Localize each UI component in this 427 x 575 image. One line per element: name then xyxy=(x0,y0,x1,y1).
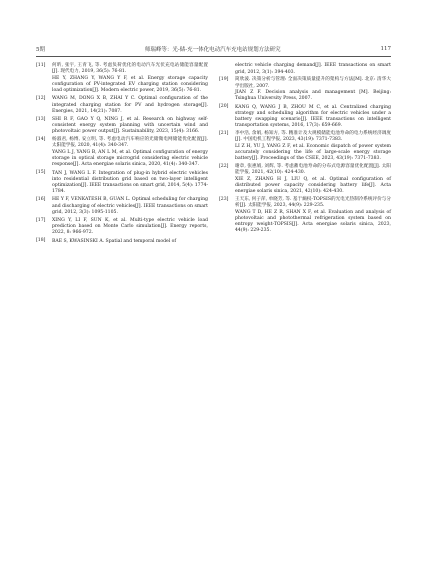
reference-number: [20] xyxy=(219,104,229,110)
reference-entry xyxy=(219,197,391,235)
reference-number: [21] xyxy=(219,130,229,136)
reference-body xyxy=(235,63,391,76)
reference-text-english: HE Y F, VENKATESH B, GUAN L. Optimal scheduling for charging and discharging of electric vehicles[J]. IEEE transactions on smart grid, 2012, 3(3): 1095-1105. xyxy=(52,197,208,215)
reference-text-english: HE Y, ZHANG Y, WANG Y F, et al. Energy storage capacity configuration of PV-integrated EV charging station considering load optimization[J]. Modern electric power, 2019, 36(5): 76-81. xyxy=(52,75,208,94)
reference-body xyxy=(52,238,208,245)
reference-number: [19] xyxy=(219,77,229,83)
reference-entry xyxy=(219,164,391,195)
reference-entry xyxy=(36,170,208,195)
reference-text-english: YANG L J, YANG B, AN L M, et al. Optimal configuration of energy storage in optical storage microgrid considering electric vehicle response[J]. Acta energiae solaris sinica, 2020, 41(4): 340-347. xyxy=(52,149,208,168)
reference-text-chinese: 谢章, 张惠娟, 刘辉, 等. 考虑蓄电池寿命的分布式电源容量优化配置[J]. 太阳能学报, 2021, 42(10): 424-430. xyxy=(235,163,391,176)
reference-number: [16] xyxy=(36,196,46,202)
reference-entry xyxy=(36,137,208,168)
reference-text-chinese: 简欣波. 决策分析与管理: 全面决策质量提升的架构与方法[M]. 北京: 清华大学出版社, 2007. xyxy=(235,77,391,89)
reference-text-chinese: 王天东, 何子萍, 单晓芳, 等. 基于熵权-TOPSIS的光电光热制冷系统评价与分析[J]. 太阳能学报, 2023, 44(9): 229-235. xyxy=(235,196,391,209)
reference-text-chinese: 李中浩, 余娟, 杨知方, 等. 精准计及大规模储能电池寿命的电力系统经济调度[J]. 中国电机工程学报, 2023, 43(19): 7371-7383. xyxy=(235,130,391,143)
reference-body xyxy=(52,63,208,94)
reference-text-english: XIE Z, ZHANG H J, LIU Q, et al. Optimal configuration of distributed power capacity considering battery life[J]. Acta energiae solaris sinica, 2021, 42(10): 424-430. xyxy=(235,176,391,195)
reference-text-chinese: 何昕, 张宇, 王青飞, 等. 考虑负荷优化的电动汽车光伏充电站储能容量配置[J]. 现代电力, 2019, 36(5): 76-81. xyxy=(52,63,208,75)
reference-text-english: TAN J, WANG L F. Integration of plug-in hybrid electric vehicles into residential distribution grid based on two-layer intelligent optimization[J]. IEEE transactions on smart grid, 2014, 5(4): 1774-1784. xyxy=(52,170,208,195)
reference-entry xyxy=(36,117,208,136)
running-header xyxy=(36,44,391,54)
reference-text-english: SHI R F, GAO Y Q, NING J, et al. Research on highway self-consistent energy system planning with uncertain wind and photovoltaic power output[J]. Sustainability, 2023, 15(4): 3166. xyxy=(52,116,208,135)
reference-entry xyxy=(219,63,391,76)
reference-number: [13] xyxy=(36,116,46,122)
reference-entry xyxy=(36,96,208,115)
reference-text-english: electric vehicle charging demand[J]. IEEE transactions on smart grid, 2012, 3(1): 394-403. xyxy=(235,63,391,75)
issue-label: 5期 xyxy=(36,47,45,53)
reference-entry xyxy=(36,218,208,237)
reference-entry xyxy=(36,238,208,245)
running-title: 师瑞峰等：光-储-充一体化电动汽车充电站规划方法研究 xyxy=(144,47,281,53)
reference-entry xyxy=(219,131,391,162)
reference-number: [22] xyxy=(219,163,229,169)
reference-number: [23] xyxy=(219,196,229,202)
reference-text-english: JIAN Z F. Decision analysis and management [M]. Beijing: Tsinghua University Press, 2007. xyxy=(235,90,391,102)
reference-entry xyxy=(219,104,391,129)
reference-text-english: WANG M, DONG X B, ZHAI Y C. Optimal configuration of the integrated charging station for PV and hydrogen storage[J]. Energies, 2021, 14(21): 7087. xyxy=(52,96,208,114)
reference-number: [18] xyxy=(36,238,46,244)
header-rule xyxy=(36,56,391,57)
reference-body xyxy=(52,96,208,115)
reference-body xyxy=(52,170,208,195)
reference-body xyxy=(235,164,391,195)
reference-body xyxy=(235,77,391,102)
reference-text-english: BAE S, KWASINSKI A. Spatial and temporal model of xyxy=(52,238,177,244)
reference-body xyxy=(235,131,391,162)
references-right-column xyxy=(219,63,391,236)
reference-text-english: KANG Q, WANG J B, ZHOU M C, et al. Centralized charging strategy and scheduling algorithm for electric vehicles under a battery swapping scenario[J]. IEEE transactions on intelligent transportation systems, 2016, 17(3): 659-669. xyxy=(235,104,391,129)
reference-body xyxy=(235,197,391,235)
reference-number: [14] xyxy=(36,137,46,143)
reference-number: [12] xyxy=(36,96,46,101)
page-number: 117 xyxy=(380,46,391,52)
reference-number: [11] xyxy=(36,63,46,68)
reference-text-english: LI Z H, YU J, YANG Z F, et al. Economic dispatch of power system accurately considering the life of large-scale energy storage battery[J]. Proceedings of the CSEE, 2023, 43(19): 7371-7383. xyxy=(235,143,391,162)
reference-text-english: XING Y, LI F, SUN K, et al. Multi-type electric vehicle load prediction based on Monte Carlo simulation[J]. Energy reports, 2022, 8: 966-972. xyxy=(52,217,208,236)
reference-entry xyxy=(36,63,208,94)
reference-text-english: WANG T D, HE Z R, SHAN X F, et al. Evaluation and analysis of photovoltaic and photothermal refrigeration system based on entropy weight-TOPSIS[J]. Acta energiae solaris sinica, 2023, 44(9): 229-235. xyxy=(235,209,391,234)
references-left-column xyxy=(36,63,208,246)
reference-body xyxy=(52,218,208,237)
reference-number: [17] xyxy=(36,217,46,223)
reference-number: [15] xyxy=(36,170,46,176)
reference-body xyxy=(52,197,208,216)
reference-text-chinese: 杨淑君, 杨博, 安立明, 等. 考虑电动汽车响应的光储微电网储能优化配置[J]. 太阳能学报, 2020, 41(4): 340-347. xyxy=(52,137,208,149)
reference-entry xyxy=(36,197,208,216)
reference-body xyxy=(235,104,391,129)
reference-body xyxy=(52,137,208,168)
reference-body xyxy=(52,117,208,136)
reference-number xyxy=(219,63,235,76)
reference-entry xyxy=(219,77,391,102)
